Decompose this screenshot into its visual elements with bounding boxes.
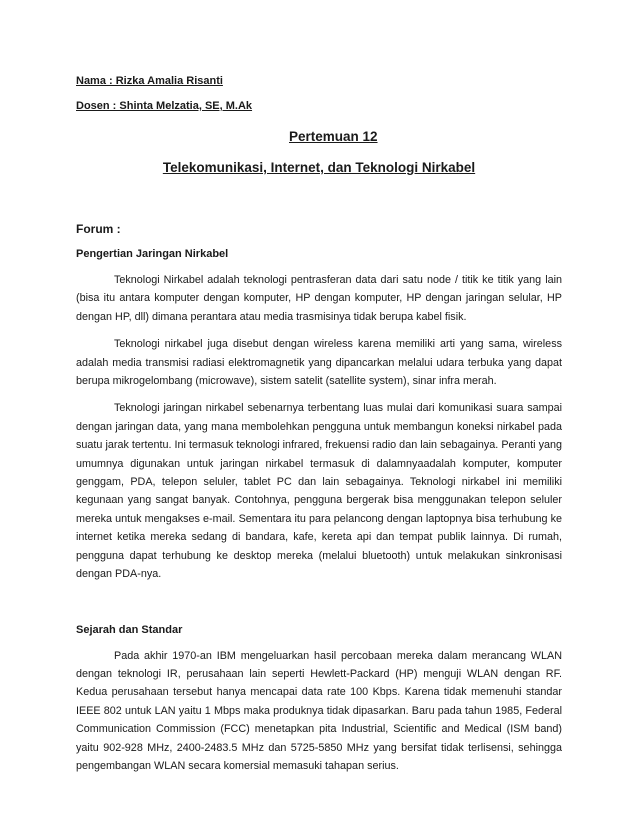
section-heading: Pengertian Jaringan Nirkabel <box>76 248 229 260</box>
section-sejarah <box>76 623 562 776</box>
paragraph: Teknologi Nirkabel adalah teknologi pentrasferan data dari satu node / titik ke titik yang lain (bisa itu antara komputer dengan komputer, HP dengan komputer, HP dengan jaringan selular, HP dengan HP, dll) dimana perantara atau media trasmisinya tidak berupa kabel fisik. <box>76 274 562 323</box>
forum-label: Forum : <box>76 222 121 236</box>
paragraph: Teknologi nirkabel juga disebut dengan wireless karena memiliki arti yang sama, wireless adalah media transmisi radiasi elektromagnetik yang dipancarkan melalui udara terbuka yang dapat berupa mikrogelombang (microwave), sistem satelit (satellite system), sinar infra merah. <box>76 338 562 388</box>
paragraph: Teknologi jaringan nirkabel sebenarnya terbentang luas mulai dari komunikasi suara sampai dengan jaringan data, yang mana membolehkan pengguna untuk membangun koneksi nirkabel pada suatu jarak tertentu. Ini termasuk teknologi infrared, frekuensi radio dan lain sebagainya. Peranti yang umumnya digunakan untuk jaringan nirkabel termasuk di dalamnyaadalah komputer, komputer genggam, PDA, telepon seluler, tablet PC dan lain sebagainya. Teknologi nirkabel ini memiliki kegunaan yang sangat banyak. Contohnya, pengguna bergerak bisa menggunakan telepon seluler mereka untuk mengakses e-mail. Sementara itu para pelancong dengan laptopnya bisa terhubung ke internet ketika mereka sedang di bandara, kafe, kereta api dan tempat publik lainnya. Di rumah, pengguna dapat terhubung ke desktop mereka (melalui bluetooth) untuk melakukan sinkronisasi dengan PDA-nya. <box>76 402 562 581</box>
student-name: Nama : Rizka Amalia Risanti <box>76 75 223 87</box>
meeting-title: Pertemuan 12 <box>289 129 378 144</box>
section-pengertian <box>76 247 562 584</box>
lecturer-name: Dosen : Shinta Melzatia, SE, M.Ak <box>76 100 253 112</box>
section-heading: Sejarah dan Standar <box>76 623 183 636</box>
paragraph: Pada akhir 1970-an IBM mengeluarkan hasil percobaan mereka dalam merancang WLAN dengan teknologi IR, perusahaan lain seperti Hewlett-Packard (HP) menguji WLAN dengan RF. Kedua perusahaan tersebut hanya mencapai data rate 100 Kbps. Karena tidak memenuhi standar IEEE 802 untuk LAN yaitu 1 Mbps maka produknya tidak dipasarkan. Baru pada tahun 1985, Federal Communication Commission (FCC) menetapkan pita Industrial, Scientific and Medical (ISM band) yaitu 902-928 MHz, 2400-2483.5 MHz dan 5725-5850 MHz yang bersifat tidak terlisensi, sehingga pengembangan WLAN secara komersial memasuki tahapan serius. <box>76 649 562 772</box>
topic-title: Telekomunikasi, Internet, dan Teknologi Nirkabel <box>162 160 476 175</box>
